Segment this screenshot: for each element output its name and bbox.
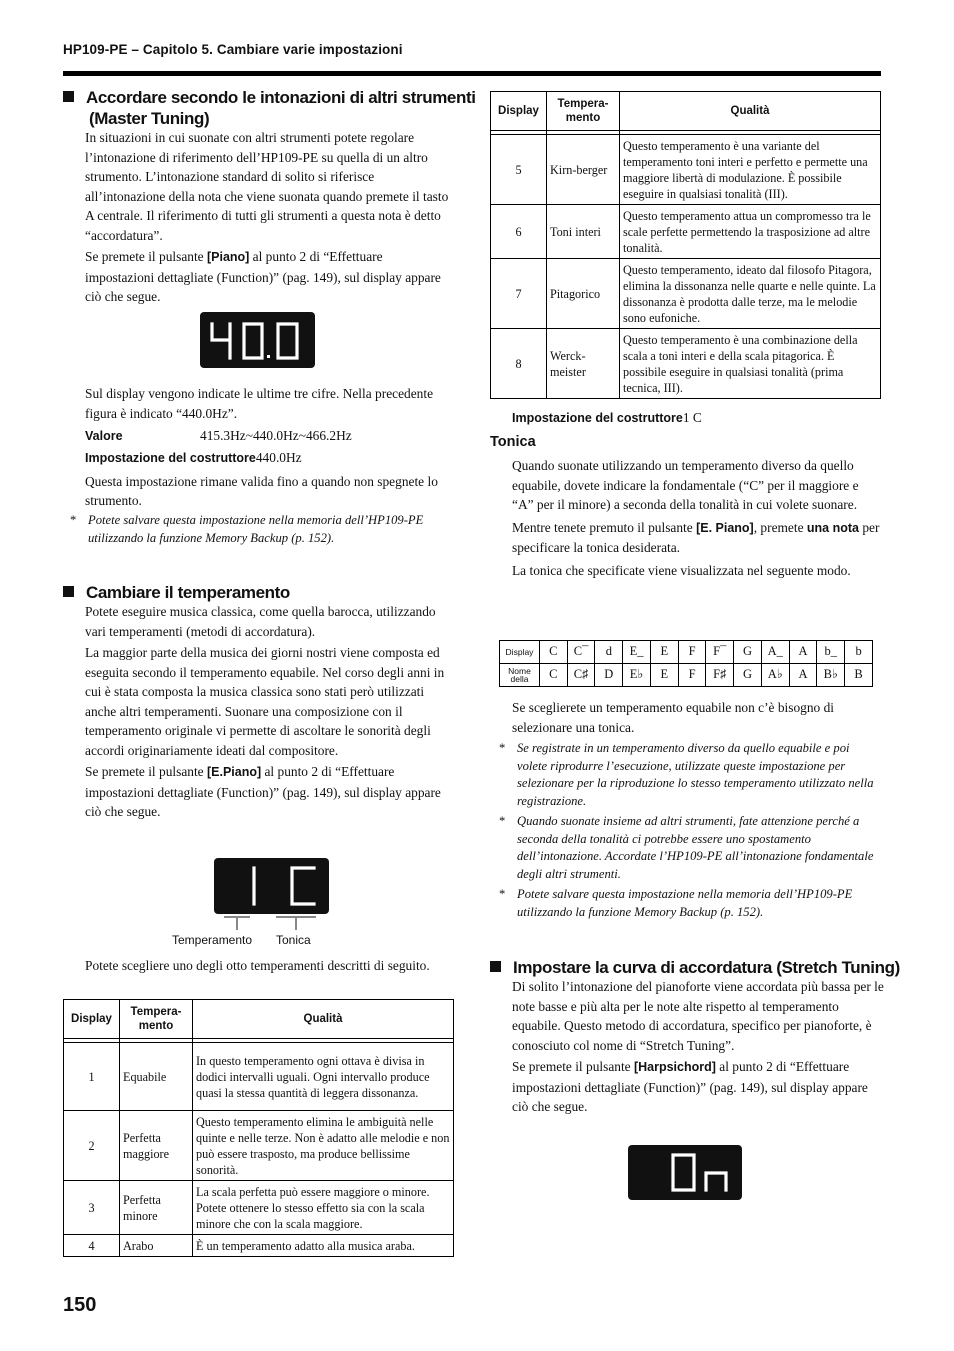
- caption-temperament: Temperamento: [172, 933, 253, 947]
- tonic-note: * Se registrate in un temperamento diverso da quello equabile e poi volete riprodurre l’esecuzione, utilizzate queste impostazione per selezionare per la riproduzione lo stesso temperamento utilizzato nella registrazione.: [499, 741, 874, 808]
- tonic-equal-text: Se sceglierete un temperamento equabile non c’è bisogno di selezionare una tonica.: [512, 700, 835, 735]
- table-row: 8 Werck-meister Questo temperamento è una combinazione della scala a toni interi e della scala pitagorica. È possibile eseguire in qualsiasi tonalità (prima tecnica, III).: [491, 329, 881, 399]
- tonic-display-row: Display C C¯ d E_ E F F¯ G A_ A b_ b: [500, 641, 873, 664]
- tonic-heading: Tonica: [490, 434, 536, 450]
- col-header-temperament: Tempera- mento: [547, 92, 620, 131]
- table-row: 2 Perfetta maggiore Questo temperamento elimina le ambiguità nelle quinte e nelle terze. Non è adatto alle melodie e non può essere trasposto, ma produce bellissime sonorità.: [64, 1111, 454, 1181]
- square-bullet-icon: [63, 91, 74, 102]
- stretch-intro: Di solito l’intonazione del pianoforte viene accordata più bassa per le note basse e più alta per le note alte rispetto al temperamento equabile. Questo metodo di accordatura, specifico per pianoforte, è conosciuto col nome di “Stretch Tuning”.: [512, 979, 884, 1053]
- master-tuning-heading: Accordare secondo le intonazioni di altri strumenti (Master Tuning): [63, 87, 484, 129]
- col-header-display: Display: [64, 1000, 120, 1039]
- caption-tonic: Tonica: [276, 933, 311, 947]
- lcd-display-stretch: [628, 1145, 742, 1200]
- stretch-heading: Impostare la curva di accordatura (Stretch Tuning): [490, 957, 900, 978]
- row-label-name: Nome della: [500, 664, 540, 687]
- temperament-history: La maggior parte della musica dei giorni nostri viene composta ed eseguita secondo il temperamento equabile. Nel corso degli anni in cui è stata composta la musica classica sono stati però utilizzati anche altri temperamenti. Suonare una composizione con il temperamento originale vi permette di ascoltare le sonorità degli accordi originariamente ideati dal compositore.: [85, 645, 445, 758]
- tonic-table: [499, 640, 873, 687]
- tonic-name-row: Nome della C C♯ D E♭ E F F♯ G A♭ A B♭ B: [500, 664, 873, 687]
- una-nota-ref: una nota: [806, 520, 859, 535]
- temperament-body: [85, 602, 455, 822]
- temperament-choice-text: Potete scegliere uno degli otto temperamenti descritti di seguito.: [85, 958, 430, 973]
- harpsichord-button-ref: [Harpsichord]: [633, 1060, 716, 1074]
- lcd-display-temperament: [214, 858, 329, 914]
- default-value: 440.0Hz: [255, 450, 302, 465]
- table-row: 1 Equabile In questo temperamento ogni ottava è divisa in dodici intervalli uguali. Ogni intervallo produce quasi la stessa quantità di leggera dissonanza.: [64, 1043, 454, 1111]
- value-range: 415.3Hz~440.0Hz~466.2Hz: [200, 428, 352, 443]
- tonic-note: * Quando suonate insieme ad altri strumenti, fate attenzione perché a seconda della tonalità ci potrebbe essere uno spostamento dell’intonazione. Accordate l’HP109-PE all’intonazione fondamentale degli altri strumenti.: [499, 814, 874, 881]
- square-bullet-icon: [490, 961, 501, 972]
- table-row: 5 Kirn-berger Questo temperamento è una variante del temperamento toni interi e perfetto e permette una maggiore libertà di modulazione. È possibile eseguire in qualsiasi tonalità (III).: [491, 135, 881, 205]
- stretch-body: [512, 977, 884, 1117]
- epiano-button-ref: [E. Piano]: [696, 520, 754, 535]
- master-tuning-intro: In situazioni in cui suonate con altri strumenti potete regolare l’intonazione di riferimento dell’HP109-PE su quella di un altro strumento. L’intonazione standard di solito si riferisce all’intonazione della nota che viene suonata quando premete il tasto A centrale. Il riferimento di tutti gli strumenti a questa nota è detto “accordatura”.: [85, 130, 449, 243]
- tonic-intro: Quando suonate utilizzando un temperamento diverso da quello equabile, dovete indicare la fondamentale (“C” per il maggiore e “A” per il minore) a seconda della tonalità in cui volete suonare.: [512, 458, 859, 512]
- table-row: 7 Pitagorico Questo temperamento, ideato dal filosofo Pitagora, elimina la dissonanza nelle quarte e nelle quinte. La dissonanza è prodotta dalle terze, ma le melodie sono eufoniche.: [491, 259, 881, 329]
- col-header-quality: Qualità: [620, 92, 881, 131]
- temperament-table-left: [63, 999, 454, 1257]
- col-header-display: Display: [491, 92, 547, 131]
- temperament-default-row: [512, 408, 702, 429]
- default-row: [85, 448, 455, 469]
- table-row: 6 Toni interi Questo temperamento attua un compromesso tra le scale perfette permettendo la trasposizione ad altre tonalità.: [491, 205, 881, 259]
- epiano-button-ref: [E.Piano]: [206, 765, 262, 779]
- table-header-row: [491, 92, 881, 131]
- seven-segment-40: [200, 312, 315, 368]
- master-tuning-details: [85, 384, 455, 511]
- stretch-instruction: Se premete il pulsante [Harpsichord] al punto 2 di “Effettuare impostazioni dettagliate (Function)” (pag. 149), sul display appare ciò che segue.: [512, 1059, 868, 1114]
- default-label: Impostazione del costruttore: [512, 411, 683, 425]
- tonic-indicator-stem: [295, 916, 297, 930]
- col-header-temperament: Tempera- mento: [120, 1000, 193, 1039]
- master-tuning-body: [85, 128, 455, 307]
- piano-button-ref: [Piano]: [206, 250, 250, 264]
- col-header-quality: Qualità: [193, 1000, 454, 1039]
- temperament-table-right: [490, 91, 881, 399]
- master-tuning-instruction: Se premete il pulsante [Piano] al punto 2 di “Effettuare impostazioni dettagliate (Function)” (pag. 149), sul display appare ciò che segue.: [85, 249, 441, 304]
- seven-segment-on: [628, 1145, 742, 1200]
- square-bullet-icon: [63, 586, 74, 597]
- default-label: Impostazione del costruttore: [85, 451, 256, 465]
- master-tuning-validity: Questa impostazione rimane valida fino a quando non spegnete lo strumento.: [85, 473, 438, 508]
- seven-segment-1c: [214, 858, 329, 914]
- table-header-row: [64, 1000, 454, 1039]
- value-row: [85, 426, 455, 446]
- temperament-heading: Cambiare il temperamento: [63, 582, 290, 603]
- master-tuning-note: * Potete salvare questa impostazione nella memoria dell’HP109-PE utilizzando la funzione Memory Backup (p. 152).: [70, 513, 424, 545]
- tonic-display-text: La tonica che specificate viene visualizzata nel seguente modo.: [512, 562, 851, 578]
- table-row: 3 Perfetta minore La scala perfetta può essere maggiore o minore. Potete ottenere lo stesso effetto sia con la scala minore che con la scala maggiore.: [64, 1181, 454, 1235]
- lcd-display-master-tuning: [200, 312, 315, 368]
- tonic-instruction: Mentre tenete premuto il pulsante [E. Piano], premete una nota per specificare la tonica desiderata.: [512, 519, 880, 555]
- temperament-intro: Potete eseguire musica classica, come quella barocca, utilizzando vari temperamenti (metodi di accordatura).: [85, 604, 436, 639]
- tonic-notes: [499, 740, 881, 921]
- master-tuning-explanation: Sul display vengono indicate le ultime tre cifre. Nella precedente figura è indicato “440.0Hz”.: [85, 386, 434, 421]
- page-number: 150: [63, 1294, 97, 1316]
- tonic-body: [512, 456, 882, 580]
- table-row: 4 Arabo È un temperamento adatto alla musica araba.: [64, 1235, 454, 1257]
- temperament-instruction: Se premete il pulsante [E.Piano] al punto 2 di “Effettuare impostazioni dettagliate (Function)” (pag. 149), sul display appare ciò che segue.: [85, 764, 441, 819]
- value-label: Valore: [85, 429, 123, 443]
- tonic-note: * Potete salvare questa impostazione nella memoria dell’HP109-PE utilizzando la funzione Memory Backup (p. 152).: [499, 887, 853, 919]
- running-header: HP109-PE – Capitolo 5. Cambiare varie impostazioni: [63, 42, 403, 57]
- default-value: 1 C: [682, 410, 702, 425]
- header-rule: [63, 71, 881, 76]
- row-label-display: Display: [500, 641, 540, 664]
- temperament-indicator-stem: [236, 916, 238, 930]
